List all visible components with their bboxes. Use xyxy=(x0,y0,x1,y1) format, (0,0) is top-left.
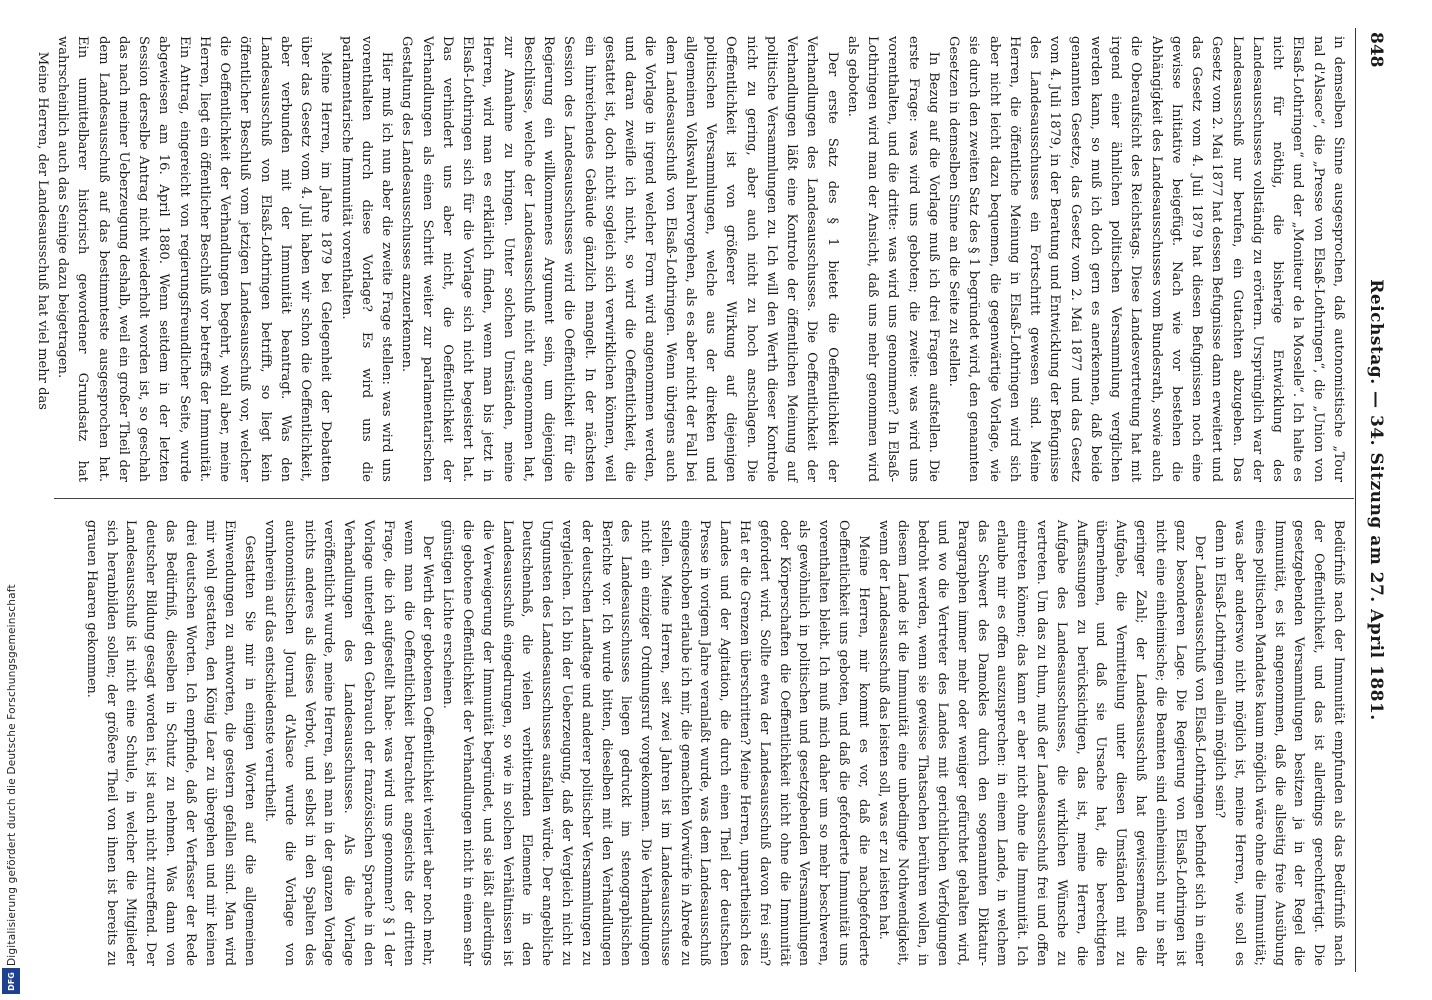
paragraph: Der Werth der gebotenen Oeffentlichkeit verliert aber noch mehr, wenn man die Oeffentlichkeit betrachtet angesichts der dritten Frage, die ich aufgestellt habe: was wird uns genommen? § 1 der Vorlage unterlegt den Gebrauch der französischen Sprache in den Verhandlungen des Landesausschusses. Als die Vorlage veröffentlicht wurde, meine Herren, sah man in der ganzen Vorlage nichts anderes als dieses Verbot, und selbst in den Spalten des autonomistischen Journal d'Alsace wurde die Vorlage von vornherein auf das entschiedenste verurtheilt. xyxy=(261,520,436,966)
paragraph: in demselben Sinne ausgesprochen, daß autonomistische „Tour nal d'Alsace“, die „Presse von Elsaß-Lothringen“, die „Union von Elsaß-Lothringen“ und der „Moniteur de la Moselle“. Ich halte es nicht für nöthig, die bisherige Entwicklung des Landesausschusses vollständig zu erörtern. Ursprünglich war der Landesausschuß nur berufen, ein Gutachten abzugeben. Das Gesetz vom 2. Mai 1877 hat dessen Befugnisse dann erweitert und das Gesetz vom 4. Juli 1879 hat diesen Befugnissen noch eine gewisse Initiative beigefügt. Nach wie vor bestehen die Abhängigkeit des Landesausschusses vom Bundesrath, sowie auch die Oberaufsicht des Reichstags. Diese Landesvertretung hat mit irgend einer ähnlichen politischen Versammlung verglichen werden kann, so muß ich doch gern es anerkennen, daß beide genannten Gesetze, das Gesetz vom 2. Mai 1877 und das Gesetz vom 4. Juli 1879, in der Beratung und Entwicklung der Befugnisse des Landesausschusses ein Fortschritt gewesen sind. Meine Herren, die öffentliche Meinung in Elsaß-Lothringen wird sich aber nicht leicht dazu bequemen, die gegenwärtige Vorlage, wie sie durch den zweiten Satz des § 1 begründet wird, den genannten Gesetzen in demselben Sinne an die Seite zu stellen. xyxy=(946,36,1346,482)
text-column-left xyxy=(32,36,1348,482)
dfg-logo-text: DFG xyxy=(6,971,16,991)
page-number: 848 xyxy=(1366,32,1386,68)
text-column-right xyxy=(81,520,1348,966)
digitization-credit-text: Digitalisierung gefördert durch die Deutsche Forschungsgemeinschaft xyxy=(6,584,18,966)
paragraph: Meine Herren, der Landesausschuß hat viel mehr das xyxy=(35,51,50,410)
paragraph: In Bezug auf die Vorlage muß ich drei Fragen aufstellen. Die erste Frage: was wird uns geboten; die zweite: was wird uns vorenthalten, und die dritte: was wird uns genommen? In Elsaß-Lothringen wird man der Ansicht, daß uns mehr genommen wird als geboten. xyxy=(845,36,941,482)
paragraph: Gestatten Sie mir in einigen Worten auf die allgemeinen Einwendungen zu antworten, die gestern gefallen sind. Man wird mir wohl gestatten, den König Lear zu übergehen und mir keinen drei deutschen Worten. Ich empfinde, daß der Verfasser der Rede das Bedürfniß, dieselben in Schutz zu nehmen. Was dann von deutscher Bildung gesagt worden ist, ist auch nicht zutreffend. Der Landesausschuß ist nicht eine Schule, in welcher die Mitglieder sich heranbilden sollen; der größere Theil von ihnen ist bereits zu grauen Haaren gekommen. xyxy=(83,520,258,966)
paragraph: Meine Herren, mir kommt es vor, daß die nachgeforderte Oeffentlichkeit uns geboten, und daß die geforderte Immunität uns vorenthalten bleibt. Ich muß mich daher um so mehr beschweren, als gewöhnlich in politischen und gesetzgebenden Versammlungen oder Körperschaften die Oeffentlichkeit nicht ohne die Immunität gefordert wird. Sollte etwa der Landesausschuß davon frei sein? Hat er die Grenzen überschritten? Meine Herren, unpartheiisch des Landes und der Agitation, die durch einen Theil der deutschen Presse in vorigem Jahre veranlaßt wurde, was dem Landesausschuß eingeschoben erlaube ich mir, die gemachten Vorwürfe in Abrede zu stellen. Meine Herren, seit zwei Jahren ist im Landesausschusse nicht ein einziger Ordnungsruf vorgekommen. Die Verhandlungen des Landesausschusses liegen gedruckt im stenographischen Berichte vor. Ich wurde bitten, dieselben mit den Verhandlungen der deutschen Landtage und anderer politischer Versammlungen zu vergleichen. Ich bin der Ueberzeugung, daß der Vergleich nicht zu Ungunsten des Landesausschusses ausfallen würde. Der angebliche Deutschenhaß, die vielen verbitternden Elemente in den Landesausschuß eingedrungen, so wie in solchen Verhältnissen ist die Verweigerung der Immunität begründet, und sie läßt allerdings die gebotene Oeffentlichkeit der Verhandlungen nicht in einem sehr günstigen Lichte erscheinen. xyxy=(440,520,871,966)
paragraph: Der erste Satz des § 1 bietet die Oeffentlichkeit der Verhandlungen des Landesausschusses. Die Oeffentlichkeit der Verhandlungen läßt eine Kontrole der öffentlichen Meinung auf politische Versammlungen zu. Ich will den Werth dieser Kontrole nicht zu gering, aber auch nicht zu hoch anschlagen. Die Oeffentlichkeit ist von größerer Wirkung auf diejenigen politischen Versammlungen, welche aus der direkten und allgemeinen Volkswahl hervorgehen, als es aber nicht der Fall bei dem Landesausschuß von Elsaß-Lothringen. Wenn übrigens auch die Vorlage in irgend welcher Form wird angenommen werden, und daran zweifle ich nicht, so wird die Oeffentlichkeit, die gestattet ist, doch nicht sogleich sich verwirklichen können, weil ein hinreichendes Gebäude gänzlich mangelt. In der nächsten Session des Landesausschusses wird die Oeffentlichkeit für die Regierung ein willkommenes Argument sein, um diejenigen Beschlüsse, welche der Landesausschuß nicht angenommen hat, zur Annahme zu bringen. Unter solchen Umständen, meine Herren, wird man es erklärlich finden, wenn man bis jetzt in Elsaß-Lothringen sich für die Vorlage sich nicht begeistert hat. Das verhindert uns aber nicht, die Oeffentlichkeit der Verhandlungen als einen Schritt weiter zur parlamentarischen Gestaltung des Landesausschusses anzuerkennen. xyxy=(399,36,840,482)
header-rule xyxy=(1355,28,1356,972)
paragraph: Bedürfniß nach der Immunität empfunden als das Bedürfniß nach der Oeffentlichkeit, und das ist allerdings gerechtfertigt. Die gesetzgebenden Versammlungen besitzen ja in der Regel die Immunität, es ist angenommen, daß die allseitig freie Ausübung eines politischen Mandates kaum möglich wäre ohne die Immunität; was aber anderswo nicht möglich ist, meine Herren, wie soll es denn in Elsaß-Lothringen allein möglich sein? xyxy=(1212,520,1346,966)
paragraph: Hier muß ich nun aber die zweite Frage stellen: was wird uns vorenthalten durch diese Vorlage? Es wird uns die parlamentarische Immunität vorenthalten. xyxy=(338,36,395,482)
paragraph: Meine Herren, im Jahre 1879 bei Gelegenheit der Debatten über das Gesetz vom 4. Juli haben wir schon die Oeffentlichkeit, aber verbunden mit der Immunität beantragt. Was den Landesausschuß von Elsaß-Lothringen betrifft, so liegt kein öffentlicher Beschluß vom jetzigen Landesausschuß vor, welcher die Oeffentlichkeit der Verhandlungen begehrt, wohl aber, meine Herren, liegt ein öffentlicher Beschluß vor betreffs der Immunität. Ein Antrag, eingereicht von regierungsfreundlicher Seite, wurde abgewiesen am 16. April 1880. Wenn seitdem in der letzten Session derselbe Antrag nicht wiederholt worden ist, so geschah das nach meiner Ueberzeugung deshalb, weil ein großer Theil der dem Landesausschuß auf das bestimmteste ausgesprochen hat. Ein unmittelbarer historisch gewordener Grundsatz hat wahrscheinlich auch das Seinige dazu beigetragen. xyxy=(55,36,334,482)
paragraph: Der Landesausschuß von Elsaß-Lothringen befindet sich in einer ganz besonderen Lage. Die Regierung von Elsaß-Lothringen ist nicht eine einheimische; die Beamten sind einheimisch nur in sehr geringer Zahl; der Landesausschuß hat gewissermaßen die Aufgabe, die Vermittelung unter diesen Umständen mit zu übernehmen, und daß sie Ursache hat, die berechtigten Auffassungen zu berücksichtigen, das ist, meine Herren, die Aufgabe des Landesausschusses, die wirklichen Wünsche zu vertreten. Um das zu thun, muß der Landesausschuß frei und offen eintreten können; das kann er aber nicht ohne die Immunität. Ich erlaube mir es offen auszusprechen: in einem Lande, in welchem das Schwert des Damokles durch den sogenannten Diktatur-Paragraphen immer mehr oder weniger gefürchtet gehalten wird, und wo die Vertreter des Landes mit gerichtlichen Verfolgungen bedroht werden, wenn sie gewisse Thatsachen berühren wollen, in diesem Lande ist die Immunität eine unbedingte Nothwendigkeit, wenn der Landesausschuß das leisten soll, was er zu leisten hat. xyxy=(875,520,1208,966)
running-title: Reichstag. — 34. Sitzung am 27. April 1881. xyxy=(1366,279,1386,721)
page-header xyxy=(1360,32,1386,968)
scanned-page xyxy=(8,0,1408,1000)
column-divider xyxy=(54,498,1354,499)
